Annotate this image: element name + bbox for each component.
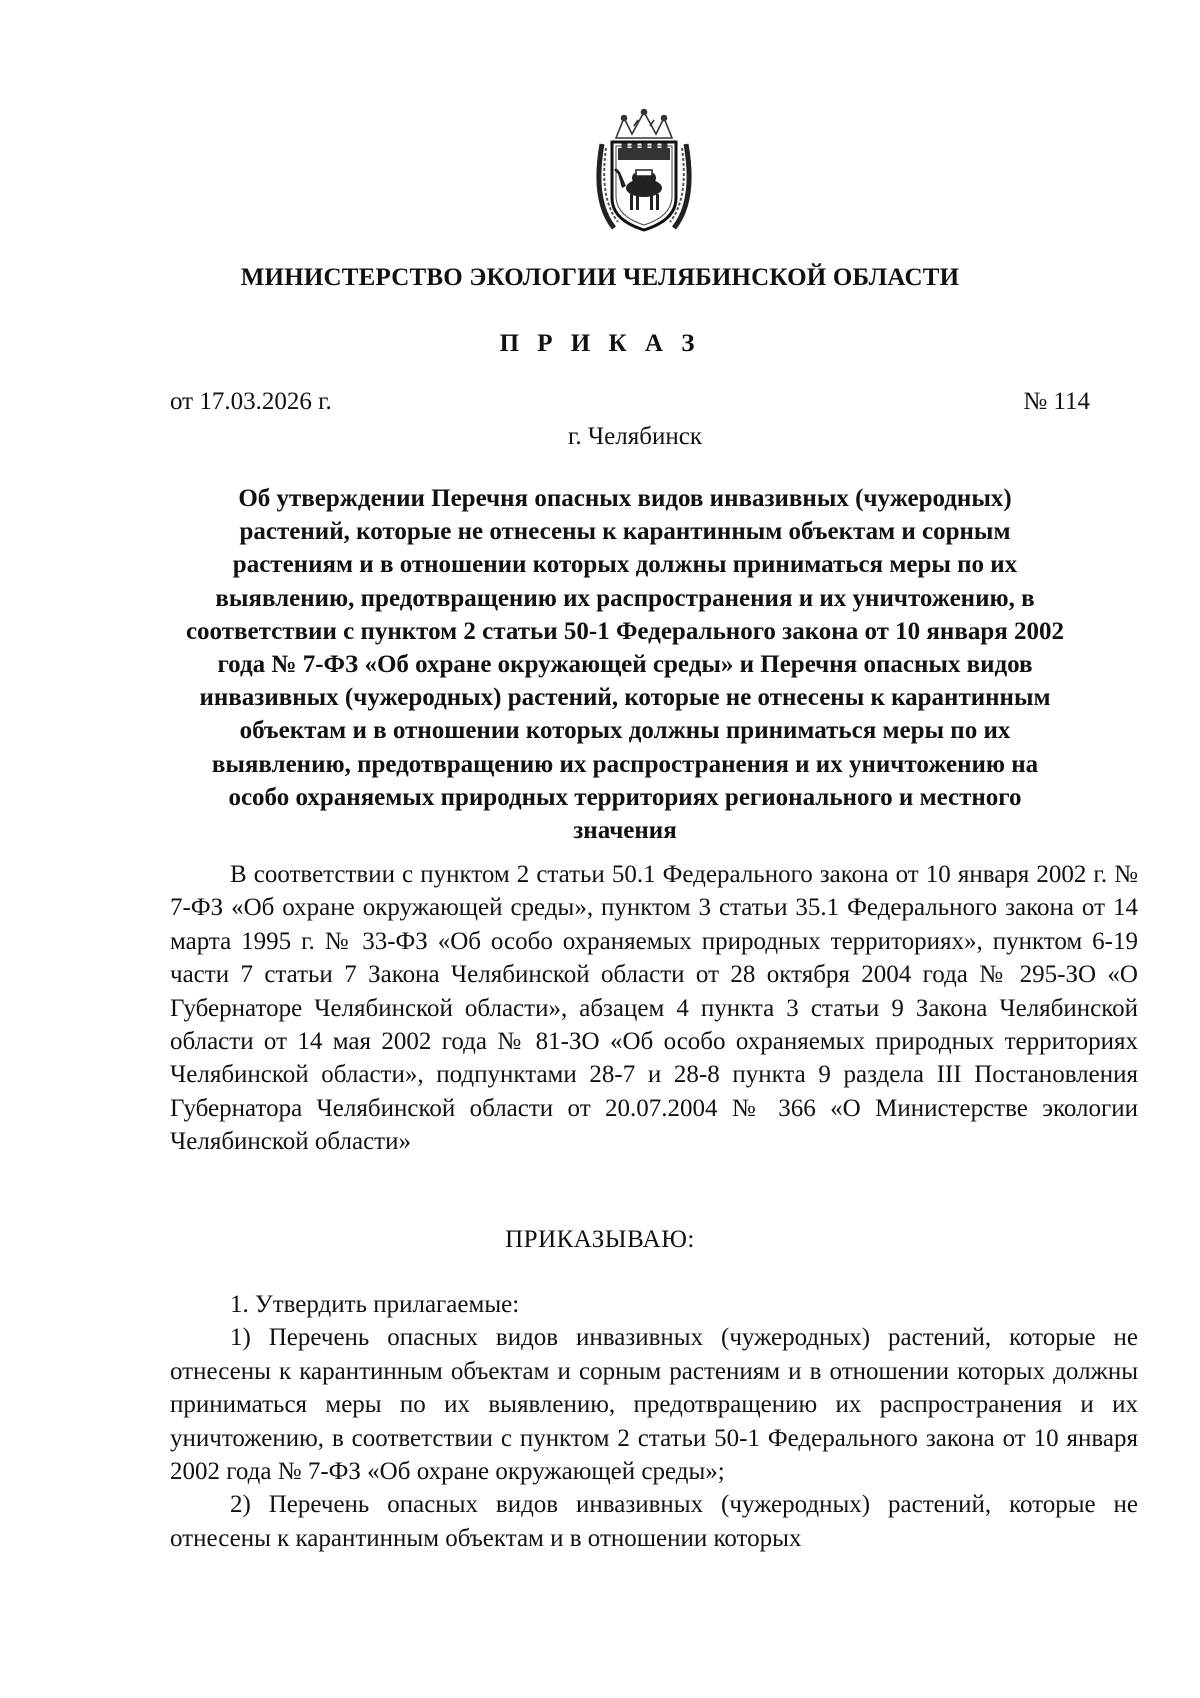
decree-word: ПРИКАЗЫВАЮ:	[505, 1226, 695, 1253]
order-city: г. Челябинск	[568, 423, 702, 450]
order-date: от 17.03.2026 г.	[170, 388, 332, 415]
order-item: 1. Утвердить прилагаемые:	[230, 1291, 520, 1318]
order-items	[170, 1288, 1138, 1555]
order-subject-heading: Об утверждении Перечня опасных видов инвазивных (чужеродных) растений, которые не отнесены к карантинным объектам и сорным растениям и в отношении которых должны приниматься меры по их выявлению, предотвращению их распространения и их уничтожению, в соответствии с пунктом 2 статьи 50-1 Федерального закона от 10 января 2002 года № 7-ФЗ «Об охране окружающей среды» и Перечня опасных видов инвазивных (чужеродных) растений, которые не отнесены к карантинным объектам и в отношении которых должны приниматься меры по их выявлению, предотвращению их распространения и их уничтожению на особо охраняемых природных территориях регионального и местного значения	[185, 485, 1065, 845]
document-type-title: П Р И К А З	[499, 330, 701, 357]
coat-of-arms-emblem	[594, 108, 694, 238]
order-item: 1) Перечень опасных видов инвазивных (чужеродных) растений, которые не отнесены к карантинным объектам и сорным растениям и в отношении которых должны приниматься меры по их выявлению, предотвращению их распространения и их уничтожению, в соответствии с пунктом 2 статьи 50-1 Федерального закона от 10 января 2002 года № 7-ФЗ «Об охране окружающей среды»;	[170, 1324, 1138, 1486]
order-item: 2) Перечень опасных видов инвазивных (чужеродных) растений, которые не отнесены к карантинным объектам и в отношении которых	[170, 1491, 1138, 1552]
legal-basis-paragraph: В соответствии с пунктом 2 статьи 50.1 Федерального закона от 10 января 2002 г. № 7-ФЗ «Об охране окружающей среды», пунктом 3 статьи 35.1 Федерального закона от 14 марта 1995 г. № 33-ФЗ «Об особо охраняемых природных территориях», пунктом 6-19 части 7 статьи 7 Закона Челябинской области от 28 октября 2004 года № 295-ЗО «О Губернаторе Челябинской области», абзацем 4 пункта 3 статьи 9 Закона Челябинской области от 14 мая 2002 года № 81-ЗО «Об особо охраняемых природных территориях Челябинской области», подпунктами 28-7 и 28-8 пункта 9 раздела III Постановления Губернатора Челябинской области от 20.07.2004 № 366 «О Министерстве экологии Челябинской области»	[170, 861, 1138, 1156]
order-number: № 114	[1023, 388, 1090, 415]
ministry-name: МИНИСТЕРСТВО ЭКОЛОГИИ ЧЕЛЯБИНСКОЙ ОБЛАСТИ	[240, 264, 960, 291]
